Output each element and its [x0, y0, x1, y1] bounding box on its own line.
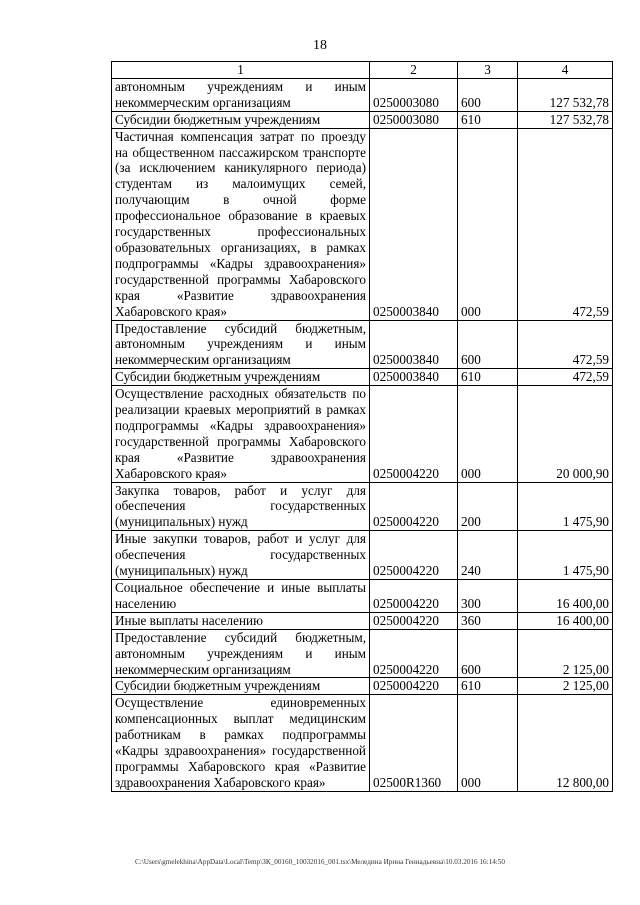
- table-row: [112, 386, 613, 482]
- row-description: Иные закупки товаров, работ и услуг для обеспечения государственных (муниципальных) нужд: [112, 531, 370, 580]
- row-description: Предоставление субсидий бюджетным, автономным учреждениям и иным некоммерческим организациям: [112, 320, 370, 369]
- row-amount: 1 475,90: [518, 531, 613, 580]
- row-expense-type: 610: [458, 369, 518, 386]
- row-expense-type: 600: [458, 320, 518, 369]
- row-expense-type: 000: [458, 128, 518, 320]
- table-row: [112, 531, 613, 580]
- row-expense-type: 600: [458, 629, 518, 678]
- row-amount: 472,59: [518, 128, 613, 320]
- row-expense-type: 610: [458, 111, 518, 128]
- row-description: Осуществление расходных обязательств по реализации краевых мероприятий в рамках подпрограммы «Кадры здравоохранения» государственной программы Хабаровского края «Развитие здравоохранения Хабаровского края»: [112, 386, 370, 482]
- table-row: [112, 482, 613, 531]
- row-amount: 1 475,90: [518, 482, 613, 531]
- row-target-code: 0250004220: [370, 386, 458, 482]
- row-description: Субсидии бюджетным учреждениям: [112, 111, 370, 128]
- row-target-code: 0250003080: [370, 78, 458, 111]
- table-row: [112, 612, 613, 629]
- table-row: [112, 369, 613, 386]
- row-description: Частичная компенсация затрат по проезду на общественном пассажирском транспорте (за исключением каникулярного периода) студентам из малоимущих семей, получающим в очной форме профессиональное образование в краевых государственных профессиональных образовательных организациях, в рамках подпрограммы «Кадры здравоохранения» государственной программы Хабаровского края «Развитие здравоохранения Хабаровского края»: [112, 128, 370, 320]
- row-target-code: 0250004220: [370, 482, 458, 531]
- footer-file-path: C:\Users\gmelekhina\AppData\Local\Temp\ЗК_00160_10032016_001.tsx\Меледина Ирина Геннадьевна\10.03.2016 16:14:50: [135, 858, 505, 866]
- row-description: Осуществление единовременных компенсационных выплат медицинским работникам в рамках подпрограммы «Кадры здравоохранения» государственной программы Хабаровского края «Развитие здравоохранения Хабаровского края»: [112, 695, 370, 791]
- row-target-code: 0250004220: [370, 612, 458, 629]
- row-target-code: 02500R1360: [370, 695, 458, 791]
- row-target-code: 0250004220: [370, 678, 458, 695]
- row-expense-type: 000: [458, 695, 518, 791]
- table-row: [112, 580, 613, 613]
- row-expense-type: 000: [458, 386, 518, 482]
- row-description: Предоставление субсидий бюджетным, автономным учреждениям и иным некоммерческим организациям: [112, 629, 370, 678]
- row-expense-type: 360: [458, 612, 518, 629]
- table-row: [112, 320, 613, 369]
- row-amount: 472,59: [518, 369, 613, 386]
- row-target-code: 0250003840: [370, 320, 458, 369]
- table-row: [112, 78, 613, 111]
- table-row: [112, 695, 613, 791]
- row-target-code: 0250003840: [370, 128, 458, 320]
- table-row: [112, 128, 613, 320]
- table-row: [112, 629, 613, 678]
- row-target-code: 0250003840: [370, 369, 458, 386]
- budget-table: [111, 61, 613, 792]
- table-row: [112, 678, 613, 695]
- row-amount: 2 125,00: [518, 629, 613, 678]
- page-number: 18: [313, 38, 327, 53]
- row-expense-type: 300: [458, 580, 518, 613]
- row-target-code: 0250004220: [370, 580, 458, 613]
- row-description: автономным учреждениям и иным некоммерческим организациям: [112, 78, 370, 111]
- row-description: Субсидии бюджетным учреждениям: [112, 369, 370, 386]
- row-amount: 16 400,00: [518, 612, 613, 629]
- table-header-row: [112, 62, 613, 79]
- row-description: Закупка товаров, работ и услуг для обеспечения государственных (муниципальных) нужд: [112, 482, 370, 531]
- header-col-3: 3: [458, 62, 518, 79]
- row-target-code: 0250004220: [370, 629, 458, 678]
- table-row: [112, 111, 613, 128]
- row-description: Иные выплаты населению: [112, 612, 370, 629]
- row-amount: 16 400,00: [518, 580, 613, 613]
- row-expense-type: 600: [458, 78, 518, 111]
- header-col-2: 2: [370, 62, 458, 79]
- row-expense-type: 240: [458, 531, 518, 580]
- row-description: Субсидии бюджетным учреждениям: [112, 678, 370, 695]
- row-description: Социальное обеспечение и иные выплаты населению: [112, 580, 370, 613]
- row-amount: 472,59: [518, 320, 613, 369]
- row-amount: 2 125,00: [518, 678, 613, 695]
- row-amount: 12 800,00: [518, 695, 613, 791]
- row-target-code: 0250003080: [370, 111, 458, 128]
- row-amount: 127 532,78: [518, 111, 613, 128]
- row-target-code: 0250004220: [370, 531, 458, 580]
- row-expense-type: 610: [458, 678, 518, 695]
- row-expense-type: 200: [458, 482, 518, 531]
- row-amount: 20 000,90: [518, 386, 613, 482]
- header-col-1: 1: [112, 62, 370, 79]
- header-col-4: 4: [518, 62, 613, 79]
- row-amount: 127 532,78: [518, 78, 613, 111]
